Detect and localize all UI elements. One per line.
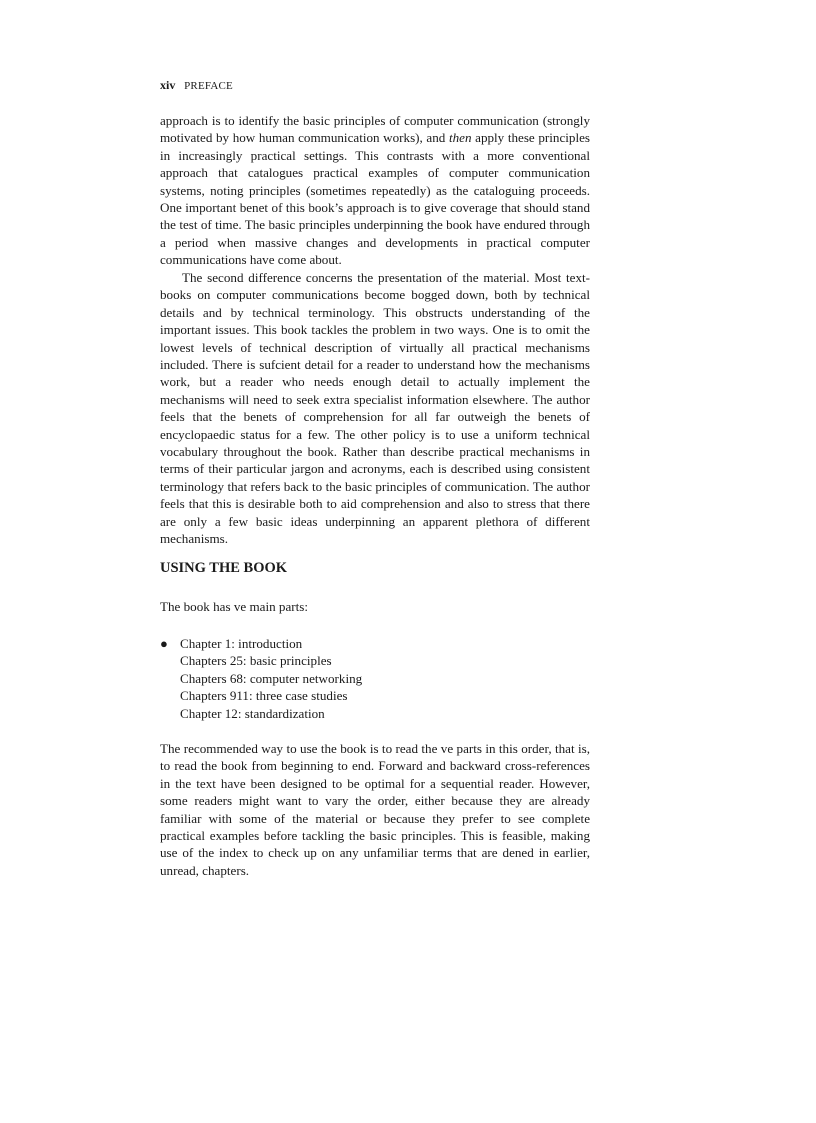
running-head: [160, 78, 233, 93]
parts-list: [160, 635, 590, 722]
section-header: PREFACE: [184, 80, 233, 92]
section-heading: USING THE BOOK: [160, 560, 288, 576]
paragraph-1-text-a: approach is to identify the basic principles of computer communication (strongly motivated by how human communication works), and: [160, 113, 590, 146]
list-item: Chapter 1: introduction: [180, 636, 303, 651]
page-number: xiv: [160, 78, 176, 92]
list-item: Chapters 68: computer networking: [180, 670, 363, 686]
list-item: Chapters 911: three case studies: [180, 688, 348, 704]
paragraph-1-italic: then: [448, 130, 472, 146]
list-item: Chapter 12: standardization: [180, 705, 325, 721]
paragraph-2: The second difference concerns the presentation of the material. Most text-books on computer communications become bogged down, both by technical details and by technical terminology. This obstructs understanding of the important issues. This book tackles the problem in two ways. One is to omit the lowest levels of technical description of virtually all practical mechanisms included. There is sufcient detail for a reader to understand how the mechanisms work, but a reader who needs enough detail to actually implement the mechanisms will need to seek extra specialist information elsewhere. The author feels that the benets of comprehension for all far outweigh the benets of encyclopaedic status for a few. The other policy is to use a uniform technical vocabulary throughout the book. Rather than describe practical mechanisms in terms of their particular jargon and acronyms, each is described using consistent terminology that refers back to the basic principles of communication. The author feels that this is desirable both to aid comprehension and also to stress that there are only a few basic ideas underpinning an apparent plethora of different mechanisms.: [160, 270, 590, 547]
section-intro: The book has ve main parts:: [160, 599, 308, 614]
list-item: Chapters 25: basic principles: [180, 653, 332, 669]
paragraph-1: [160, 112, 590, 269]
paragraph-1-text-b: apply these principles in increasingly practical settings. This contrasts with a more conventional approach that catalogues practical examples of computer communication systems, noting principles (sometimes repeatedly) as the cataloguing proceeds. One important benet of this book’s approach is to give coverage that should stand the test of time. The basic principles underpinning the book have endured through a period when massive changes and developments in practical computer communications have come about.: [160, 130, 590, 268]
closing-paragraph: The recommended way to use the book is to read the ve parts in this order, that is, to read the book from beginning to end. Forward and backward cross-references in the text have been designed to be optimal for a sequential reader. However, some readers might want to vary the order, either because they are already familiar with some of the material or because they prefer to see complete practical examples before tackling the basic principles. This is feasible, making use of the index to check up on any unfamiliar terms that are dened in earlier, unread, chapters.: [160, 741, 590, 878]
bullet-icon: ●: [160, 636, 168, 651]
